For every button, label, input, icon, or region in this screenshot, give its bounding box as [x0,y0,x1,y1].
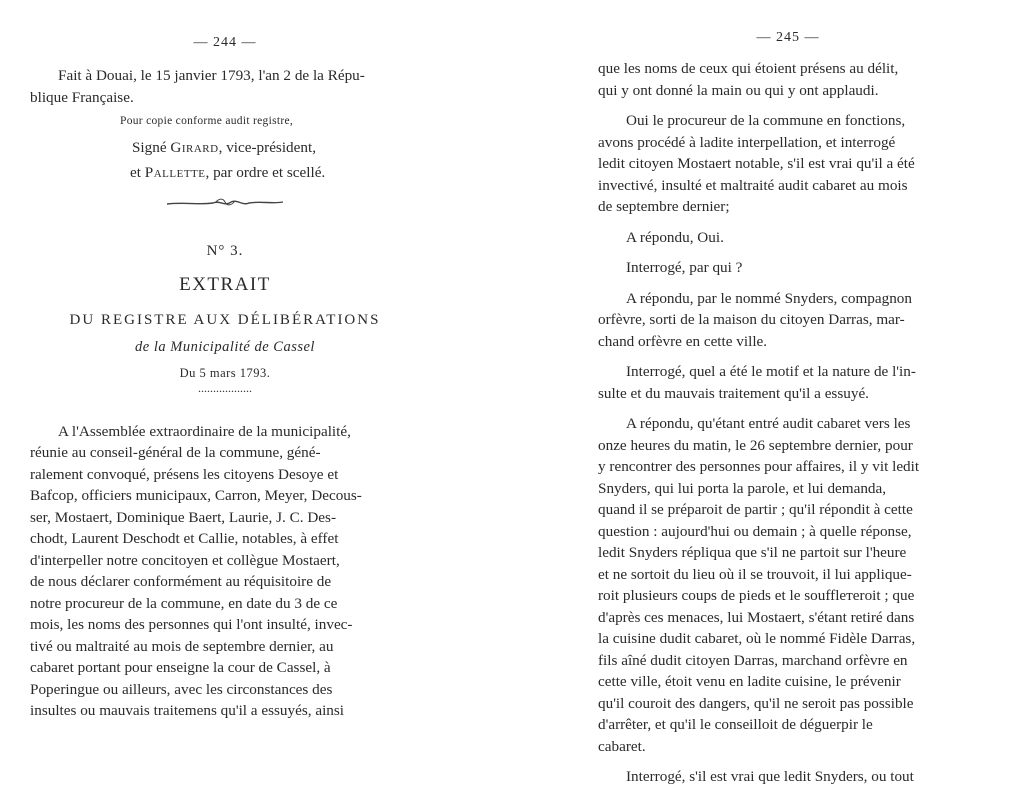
body-line: de nous déclarer conformément au réquisitoire de [30,573,332,590]
body-line: d'arrêter, et qu'il le conseilloit de déguerpir le [598,716,873,733]
body-line: insultes ou mauvais traitemens qu'il a essuyés, ainsi [30,702,345,719]
document-subheading: DU REGISTRE AUX DÉLIBÉRATIONS [69,311,381,328]
signatory-name: Girard [170,138,219,156]
document-heading: EXTRAIT [179,273,271,295]
body-line: d'interpeller notre concitoyen et collègue Mostaert, [30,551,340,569]
body-line: orfèvre, sorti de la maison du citoyen Darras, mar- [598,311,905,328]
body-line: tivé ou maltraité au mois de septembre dernier, au [30,637,334,655]
body-line: et ne sortoit du lieu où il se trouvoit, il lui applique- [598,565,912,583]
body-line: chand orfèvre en cette ville. [598,332,768,350]
left-page [30,0,420,722]
body-line: roit plusieurs coups de pieds et le soufflетeroit ; que [598,587,915,604]
body-line: ralement convoqué, présens les citoyens Desoye et [30,465,339,483]
body-line: mois, les noms des personnes qui l'ont insulté, invec- [30,616,353,633]
body-line: onze heures du matin, le 26 septembre dernier, pour [598,436,913,454]
body-line: A répondu, qu'étant entré audit cabaret vers les [626,415,911,432]
body-line: invectivé, insulté et maltraité audit cabaret au mois [598,176,908,194]
body-line: sulte et du mauvais traitement qu'il a essuyé. [598,384,869,402]
body-line: Interrogé, s'il est vrai que ledit Snyders, ou tout [626,768,914,785]
body-line: ledit Snyders répliqua que s'il ne partoit sur l'heure [598,544,907,561]
paragraph [598,58,978,101]
body-line: cette ville, étoit venu en ladite cuisine, le prévenir [598,673,901,690]
paragraph [598,288,978,353]
dotted-separator: .................. [198,380,252,395]
paragraph [598,413,978,757]
body-line: quand il se préparoit de partir ; qu'il répondit à cette [598,501,913,518]
body-line: Oui le procureur de la commune en fonctions, [626,112,906,129]
body-line: A l'Assemblée extraordinaire de la municipalité, [58,422,351,440]
body-line: qui y ont donné la main ou qui y ont applaudi. [598,81,879,99]
page-number-left: — 244 — [193,35,257,50]
page-number-right: — 245 — [756,30,820,45]
ornament-divider-icon [165,196,285,210]
right-page [598,0,978,788]
paragraph [598,110,978,218]
copy-note: Pour copie conforme audit registre, [120,115,294,127]
body-line: Interrogé, par qui ? [626,259,743,276]
paragraph [598,227,978,249]
body-line: qu'il couroit des dangers, qu'il ne seroit pas possible [598,694,914,712]
body-line: Poperingue ou ailleurs, avec les circonstances des [30,680,333,698]
closing-line: Fait à Douai, le 15 janvier 1793, l'an 2 de la Répu- [58,67,365,84]
left-body-text [30,421,420,722]
closing-statement [30,65,420,108]
body-line: question : aujourd'hui ou demain ; à quelle réponse, [598,522,912,540]
body-line: Snyders, qui lui porta la parole, et lui demanda, [598,479,887,497]
body-line: A répondu, Oui. [626,228,724,246]
body-line: avons procédé à ladite interpellation, et interrogé [598,133,896,151]
body-line: Interrogé, quel a été le motif et la nature de l'in- [626,363,916,380]
signature-pallette: et Pallette, par ordre et scellé. [130,164,326,181]
signatory-name: Pallette [144,164,206,181]
body-line: Bafcop, officiers municipaux, Carron, Meyer, Decous- [30,487,362,504]
municipality-line: de la Municipalité de Cassel [135,338,315,355]
closing-line: blique Française. [30,88,134,106]
body-line: fils aîné dudit citoyen Darras, marchand orfèvre en [598,651,908,669]
body-line: notre procureur de la commune, en date du 3 de ce [30,594,338,612]
body-line: y rencontrer des personnes pour affaires, il y vit ledit [598,458,920,475]
body-line: la cuisine dudit cabaret, où le nommé Fidèle Darras, [598,630,916,647]
body-line: chodt, Laurent Deschodt et Callie, notables, à effet [30,530,339,547]
body-line: d'après ces menaces, lui Mostaert, s'étant retiré dans [598,608,915,626]
body-line: ser, Mostaert, Dominique Baert, Laurie, J. C. Des- [30,508,337,526]
body-line: A répondu, par le nommé Snyders, compagnon [626,289,912,307]
body-line: ledit citoyen Mostaert notable, s'il est vrai qu'il a été [598,155,915,172]
right-body-text [598,58,978,788]
document-number: N° 3. [206,242,244,259]
paragraph [598,361,978,404]
signature-girard: Signé Girard, vice-président, [131,138,317,156]
body-line: que les noms de ceux qui étoient présens au délit, [598,60,899,77]
document-date: Du 5 mars 1793. [179,365,271,380]
body-line: cabaret portant pour enseigne la cour de Cassel, à [30,659,331,676]
body-line: de septembre dernier; [598,198,730,215]
paragraph [598,257,978,279]
paragraph [598,766,978,788]
body-line: réunie au conseil-général de la commune, géné- [30,444,321,461]
body-line: cabaret. [598,737,646,755]
